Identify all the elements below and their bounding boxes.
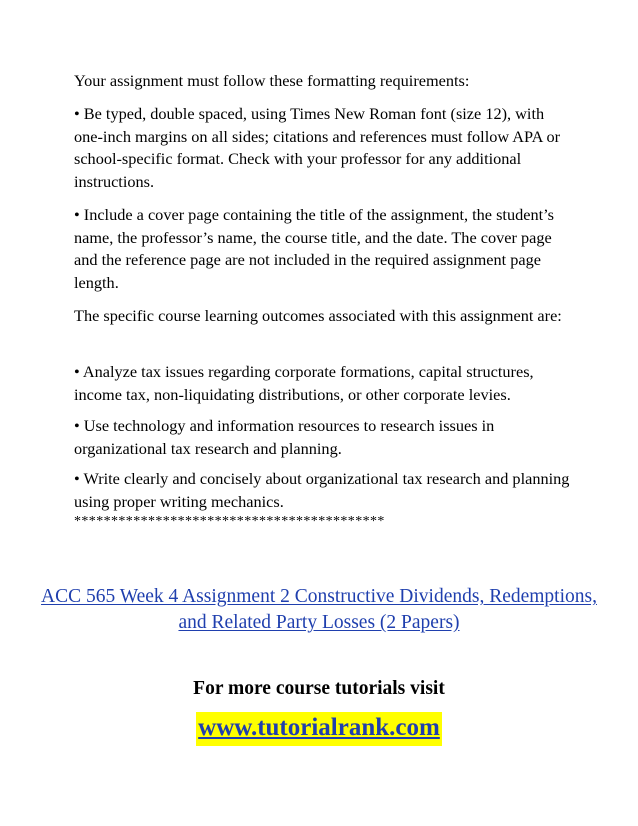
formatting-bullet: • Be typed, double spaced, using Times New Roman font (size 12), with one-inch margins on all sides; citations and references must follow APA or school-specific format. Check with your professor for any additional instructions. <box>74 104 561 191</box>
outcome-technology: • Use technology and information resources to research issues in organizational tax research and planning. <box>74 416 495 458</box>
more-tutorials-label: For more course tutorials visit <box>193 678 445 699</box>
outcomes-intro: The specific course learning outcomes associated with this assignment are: <box>74 306 562 325</box>
formatting-intro: Your assignment must follow these formatting requirements: <box>74 71 470 90</box>
assignment-title-link[interactable]: ACC 565 Week 4 Assignment 2 Constructive Dividends, Redemptions, and Related Party Losses (2 Papers) <box>41 586 597 633</box>
outcome-writing: • Write clearly and concisely about organizational tax research and planning using proper writing mechanics. <box>74 469 570 511</box>
tutorialrank-site-link[interactable]: www.tutorialrank.com <box>196 712 442 746</box>
asterisk-separator: ****************************************** <box>74 514 385 529</box>
cover-page-bullet: • Include a cover page containing the title of the assignment, the student’s name, the professor’s name, the course title, and the date. The cover page and the reference page are not included in the required assignment page length. <box>74 205 554 292</box>
outcome-analyze: • Analyze tax issues regarding corporate formations, capital structures, income tax, non-liquidating distributions, or other corporate levies. <box>74 362 534 404</box>
site-link-container <box>0 712 638 746</box>
